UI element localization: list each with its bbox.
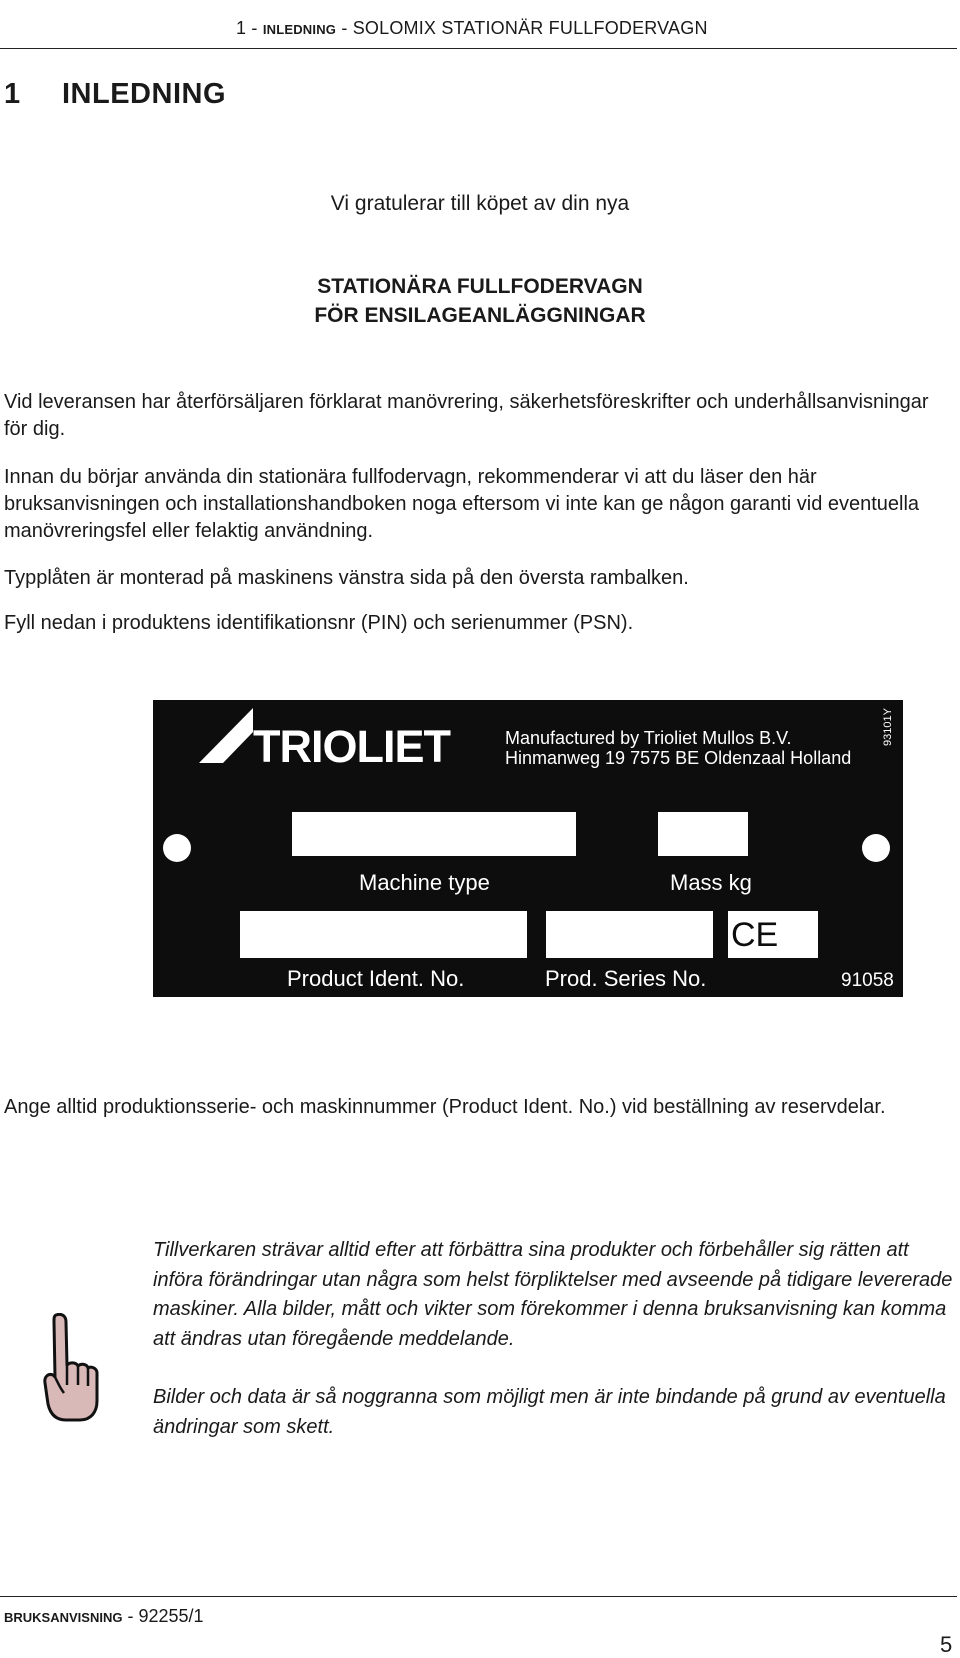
mounting-hole-right [862, 834, 890, 862]
note-disclaimer: Tillverkaren strävar alltid efter att förbättra sina produkter och förbehåller sig rätten att införa förändringar utan några som helst förpliktelser med avseende på tidigare levererade maskiner. Alla bilder, mått och vikter som förekommer i denna bruksanvisning kan komma att ändras utan föregående meddelande. [153, 1239, 953, 1350]
footer-doc-word: BRUKSANVISNING [4, 1610, 123, 1625]
plate-label-machine-type: Machine type [359, 870, 490, 895]
chapter-title [4, 78, 226, 111]
paragraph-fill-in: Fyll nedan i produktens identifikationsnr (PIN) och serienummer (PSN). [4, 612, 634, 634]
plate-code-vertical: 93101Y [882, 708, 894, 746]
plate-number: 91058 [841, 970, 894, 991]
plate-label-product-ident: Product Ident. No. [287, 966, 465, 991]
page-header [0, 14, 957, 49]
plate-manufacturer-line-1: Manufactured by Trioliet Mullos B.V. [505, 728, 792, 748]
product-ident-field[interactable] [240, 911, 527, 958]
mounting-hole-left [163, 834, 191, 862]
footer-rule [0, 1596, 957, 1597]
congratulations-text: Vi gratulerar till köpet av din nya [330, 192, 630, 215]
mass-field[interactable] [658, 812, 748, 856]
header-chapter-num: 1 - [236, 18, 258, 38]
product-title-line-1: STATIONÄRA FULLFODERVAGN [317, 275, 643, 298]
footer-doc-id [4, 1606, 204, 1627]
paragraph-plate-location: Typplåten är monterad på maskinens vänstra sida på den översta rambalken. [4, 567, 689, 589]
plate-brand: TRIOLIET [253, 721, 450, 772]
paragraph-order-parts: Ange alltid produktionsserie- och maskinnummer (Product Ident. No.) vid beställning av reservdelar. [4, 1096, 886, 1118]
plate-manufacturer-line-2: Hinmanweg 19 7575 BE Oldenzaal Holland [505, 748, 852, 768]
footer-doc-number: - 92255/1 [127, 1606, 204, 1626]
plate-label-prod-series: Prod. Series No. [545, 966, 707, 991]
paragraph-delivery: Vid leveransen har återförsäljaren förklarat manövrering, säkerhetsföreskrifter och underhållsanvisningar för dig. [4, 391, 929, 440]
machine-type-field[interactable] [292, 812, 576, 856]
header-chapter-word: INLEDNING [262, 22, 337, 37]
product-title [0, 272, 960, 330]
pointing-hand-icon [42, 1313, 100, 1423]
prod-series-field[interactable] [546, 911, 713, 958]
note-accuracy: Bilder och data är så noggranna som möjligt men är inte bindande på grund av eventuella ändringar som skett. [153, 1386, 946, 1438]
chapter-name: INLEDNING [62, 78, 226, 110]
product-title-line-2: FÖR ENSILAGEANLÄGGNINGAR [314, 304, 646, 327]
type-plate [153, 700, 903, 997]
ce-mark-icon: CE [731, 916, 779, 954]
plate-label-mass: Mass kg [670, 870, 752, 895]
page-number: 5 [940, 1632, 953, 1657]
running-header [236, 18, 708, 39]
header-title: - SOLOMIX STATIONÄR FULLFODERVAGN [341, 18, 708, 38]
chapter-number: 1 [4, 78, 21, 110]
paragraph-read-manual: Innan du börjar använda din stationära fullfodervagn, rekommenderar vi att du läser den här bruksanvisningen och installationshandboken noga eftersom vi inte kan ge någon garanti vid eventuella manövreringsfel eller felaktig användning. [4, 466, 920, 542]
